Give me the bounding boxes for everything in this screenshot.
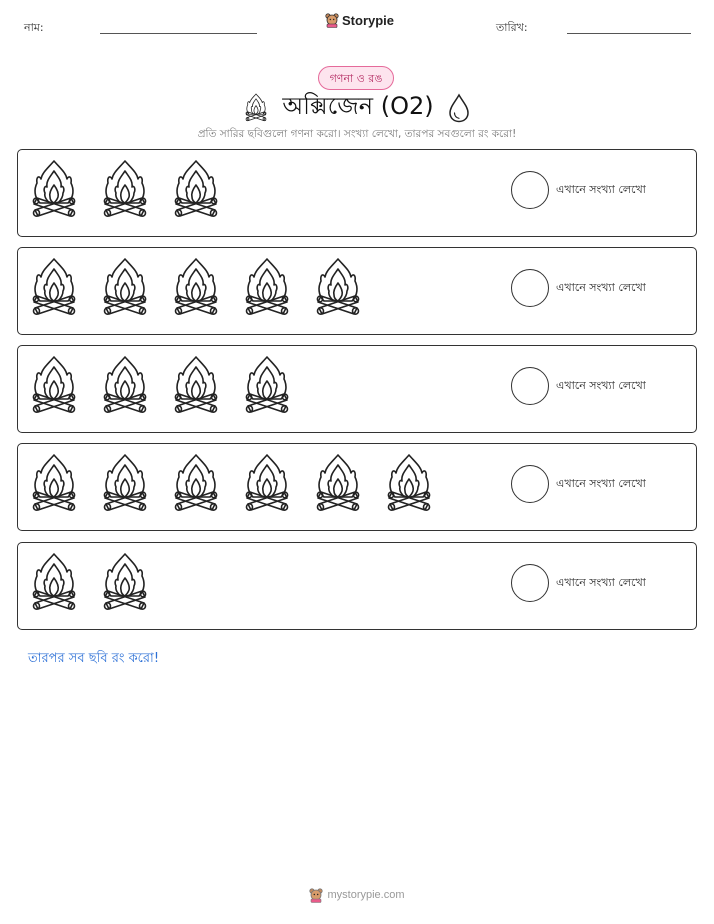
campfire-icon[interactable] bbox=[243, 453, 291, 515]
campfire-icon[interactable] bbox=[30, 257, 78, 319]
campfire-icon[interactable] bbox=[101, 355, 149, 417]
date-line[interactable] bbox=[567, 33, 691, 34]
answer-circle[interactable] bbox=[511, 465, 549, 503]
icon-group bbox=[30, 552, 149, 614]
instructions: প্রতি সারির ছবিগুলো গণনা করো। সংখ্যা লেখো, তারপর সবগুলো রং করো! bbox=[197, 128, 517, 140]
answer-circle[interactable] bbox=[511, 367, 549, 405]
campfire-icon[interactable] bbox=[314, 257, 362, 319]
brand-name: Storypie bbox=[342, 12, 395, 28]
campfire-icon[interactable] bbox=[101, 159, 149, 221]
answer-label: এখানে সংখ্যা লেখো bbox=[556, 183, 646, 196]
answer-label: এখানে সংখ্যা লেখো bbox=[556, 281, 646, 294]
campfire-icon[interactable] bbox=[101, 257, 149, 319]
name-label: নাম: bbox=[24, 21, 44, 34]
campfire-icon[interactable] bbox=[385, 453, 433, 515]
campfire-icon[interactable] bbox=[30, 552, 78, 614]
answer-label: এখানে সংখ্যা লেখো bbox=[556, 379, 646, 392]
campfire-icon[interactable] bbox=[243, 257, 291, 319]
bear-mascot-icon bbox=[325, 12, 339, 28]
counting-row bbox=[17, 443, 697, 531]
footer bbox=[0, 884, 714, 906]
counting-row bbox=[17, 149, 697, 237]
counting-row bbox=[17, 247, 697, 335]
title-row bbox=[0, 90, 714, 126]
bear-mascot-icon bbox=[309, 887, 323, 903]
campfire-icon[interactable] bbox=[30, 159, 78, 221]
answer-label: এখানে সংখ্যা লেখো bbox=[556, 477, 646, 490]
name-line[interactable] bbox=[100, 33, 257, 34]
campfire-icon[interactable] bbox=[172, 453, 220, 515]
counting-row bbox=[17, 345, 697, 433]
coloring-instruction: তারপর সব ছবি রং করো! bbox=[28, 651, 160, 666]
page-title: অক্সিজেন (O2) bbox=[282, 92, 434, 120]
answer-circle[interactable] bbox=[511, 171, 549, 209]
answer-label: এখানে সংখ্যা লেখো bbox=[556, 576, 646, 589]
date-label: তারিখ: bbox=[496, 21, 528, 34]
icon-group bbox=[30, 453, 433, 515]
footer-site: mystorypie.com bbox=[327, 889, 405, 901]
campfire-icon[interactable] bbox=[101, 552, 149, 614]
campfire-icon[interactable] bbox=[101, 453, 149, 515]
icon-group bbox=[30, 257, 362, 319]
campfire-icon[interactable] bbox=[30, 453, 78, 515]
icon-group bbox=[30, 355, 291, 417]
answer-circle[interactable] bbox=[511, 269, 549, 307]
campfire-icon[interactable] bbox=[243, 355, 291, 417]
counting-row bbox=[17, 542, 697, 630]
brand-logo bbox=[325, 12, 394, 28]
campfire-icon[interactable] bbox=[314, 453, 362, 515]
worksheet-header bbox=[0, 0, 714, 40]
answer-circle[interactable] bbox=[511, 564, 549, 602]
category-badge: গণনা ও রঙ bbox=[318, 66, 394, 90]
campfire-icon[interactable] bbox=[172, 355, 220, 417]
campfire-icon[interactable] bbox=[30, 355, 78, 417]
icon-group bbox=[30, 159, 220, 221]
water-drop-icon bbox=[448, 93, 470, 123]
campfire-icon[interactable] bbox=[172, 159, 220, 221]
campfire-icon bbox=[244, 93, 268, 123]
campfire-icon[interactable] bbox=[172, 257, 220, 319]
